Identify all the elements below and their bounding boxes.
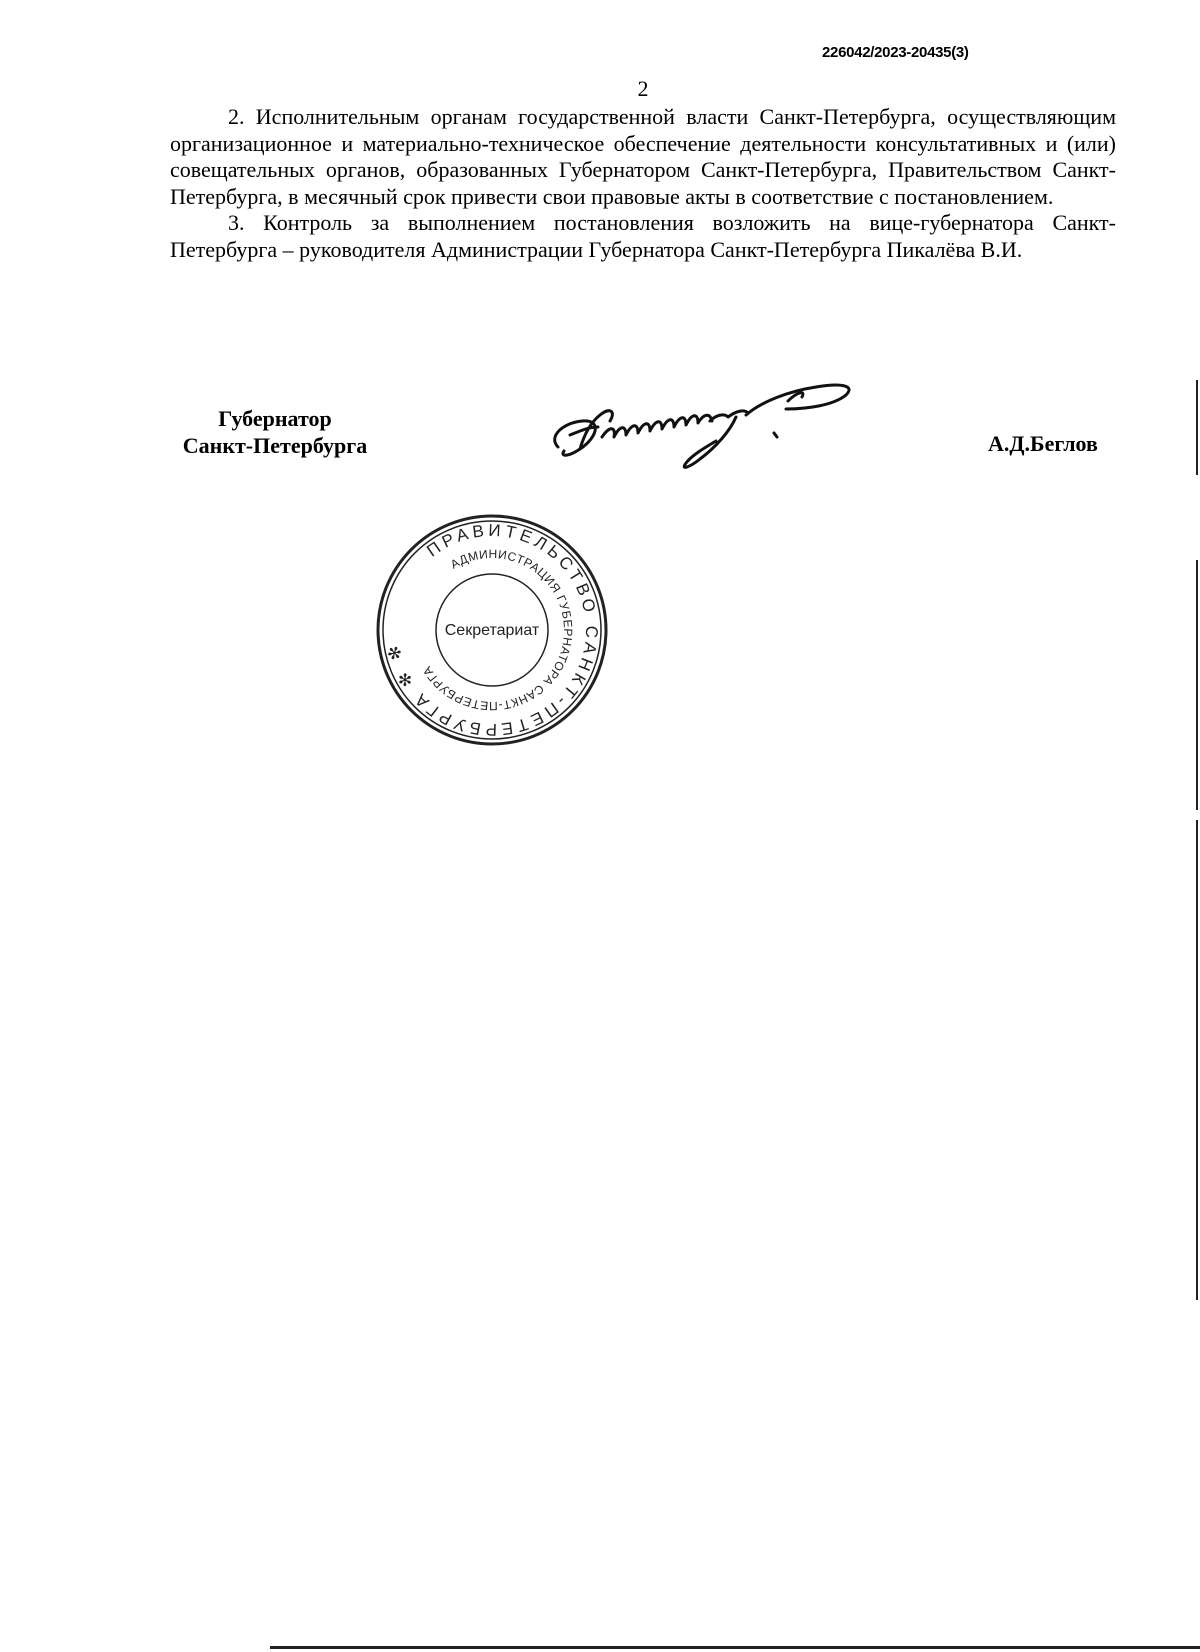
signer-title xyxy=(170,405,380,459)
svg-text:ПРАВИТЕЛЬСТВО САНКТ-ПЕТЕРБУРГА: ПРАВИТЕЛЬСТВО САНКТ-ПЕТЕРБУРГА ✻ ✻ xyxy=(383,520,602,740)
document-body xyxy=(170,104,1116,263)
scan-edge-mark xyxy=(1196,820,1198,1300)
scan-edge-mark xyxy=(1196,560,1198,810)
document-number: 226042/2023-20435(3) xyxy=(822,44,969,61)
signer-title-line-1: Губернатор xyxy=(218,406,332,431)
paragraph-3: 3. Контроль за выполнением постановления возложить на вице-губернатора Санкт-Петербурга – руководителя Администрации Губернатора Санкт-Петербурга Пикалёва В.И. xyxy=(170,210,1116,262)
signer-name: А.Д.Беглов xyxy=(988,431,1098,456)
scan-edge-mark xyxy=(1196,380,1198,475)
scan-edge-mark xyxy=(270,1646,1200,1649)
handwritten-signature xyxy=(540,375,880,485)
official-stamp xyxy=(375,513,609,747)
signer-title-line-2: Санкт-Петербурга xyxy=(182,433,368,458)
paragraph-2: 2. Исполнительным органам государственной власти Санкт-Петербурга, осуществляющим организационное и материально-техническое обеспечение деятельности консультативных и (или) совещательных органов, образованных Губернатором Санкт-Петербурга, Правительством Санкт-Петербурга, в месячный срок привести свои правовые акты в соответствие с постановлением. xyxy=(170,104,1116,209)
svg-text:Секретариат: Секретариат xyxy=(444,622,540,639)
svg-text:АДМИНИСТРАЦИЯ ГУБЕРНАТОРА САНК: АДМИНИСТРАЦИЯ ГУБЕРНАТОРА САНКТ-ПЕТЕРБУРГА xyxy=(419,546,576,714)
page-number: 2 xyxy=(637,76,649,101)
